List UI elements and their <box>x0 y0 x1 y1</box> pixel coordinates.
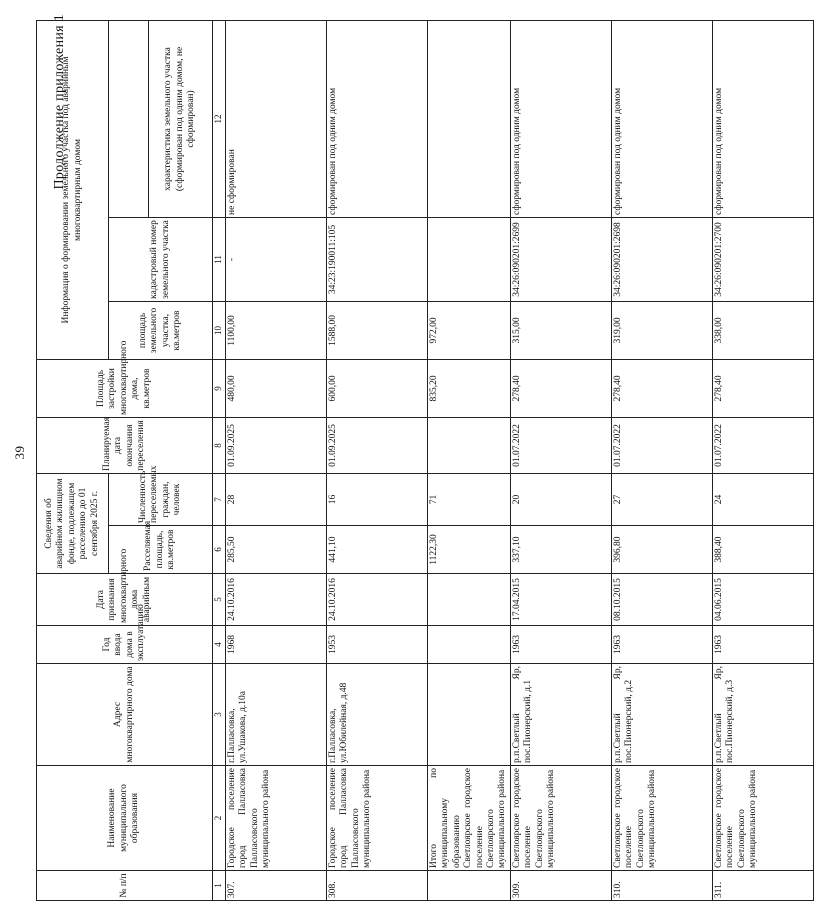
header-no: № п/п <box>37 871 213 901</box>
year-cell: 1963 <box>611 626 712 664</box>
year-cell: 1963 <box>510 626 611 664</box>
municipality-total-cell: Итого по муниципальному образованию Светлоярское городское поселение Светлоярского муниципального района <box>428 766 511 871</box>
column-number: 2 <box>213 766 226 871</box>
land-characteristic-cell: сформирован под одним домом <box>510 20 611 217</box>
cadastral-cell: 34:23:190011:105 <box>327 217 428 301</box>
address-cell <box>428 664 511 766</box>
residents-cell: 27 <box>611 473 712 525</box>
resettled-area-cell: 441,10 <box>327 526 428 574</box>
column-number: 11 <box>213 217 226 301</box>
table-row <box>712 20 813 900</box>
land-area-cell: 315,00 <box>510 301 611 359</box>
building-area-cell: 278,40 <box>611 359 712 417</box>
cadastral-cell: 34:26:090201:2699 <box>510 217 611 301</box>
resettled-area-cell: 388,40 <box>712 526 813 574</box>
column-number: 12 <box>213 20 226 217</box>
column-number: 6 <box>213 526 226 574</box>
municipality-cell: Светлоярское городское поселение Светлоярского муниципального района <box>611 766 712 871</box>
cadastral-cell: 34:26:090201:2700 <box>712 217 813 301</box>
residents-cell: 24 <box>712 473 813 525</box>
column-number: 8 <box>213 417 226 473</box>
municipality-cell: Городское поселение город Палласовка Палласовского муниципального района <box>226 766 327 871</box>
row-number <box>428 871 511 901</box>
column-number: 7 <box>213 473 226 525</box>
address-cell: г.Палласовка, ул.Ушакова, д.10а <box>226 664 327 766</box>
building-area-cell: 278,40 <box>510 359 611 417</box>
land-area-cell: 1588,00 <box>327 301 428 359</box>
header-residents: Численность переселяемых граждан, человек <box>109 473 213 525</box>
emergency-housing-table <box>36 20 814 901</box>
header-cadastral: кадастровый номер земельного участка <box>109 217 213 301</box>
residents-total-cell: 71 <box>428 473 511 525</box>
row-number: 308. <box>327 871 428 901</box>
land-area-total-cell: 972,00 <box>428 301 511 359</box>
column-number: 4 <box>213 626 226 664</box>
planned-date-cell: 01.07.2022 <box>712 417 813 473</box>
residents-cell: 16 <box>327 473 428 525</box>
address-cell: р.п.Светлый Яр, пос.Пионерский, д.3 <box>712 664 813 766</box>
header-planned-date: Планируемая дата окончания переселения <box>37 417 213 473</box>
recognition-date-cell <box>428 574 511 626</box>
table-row <box>226 20 327 900</box>
continuation-title: Продолжение приложения 1 <box>52 14 67 190</box>
header-land-characteristic: характеристика земельного участка (сформирован под одним домом, не сформирован) <box>149 20 213 217</box>
header-building-area: Площадь застройки многоквартирного дома, кв.метров <box>37 359 213 417</box>
column-number: 9 <box>213 359 226 417</box>
municipality-cell: Светлоярское городское поселение Светлоярского муниципального района <box>510 766 611 871</box>
header-group-emergency: Сведения об аварийном жилищном фонде, подлежащем расселению до 01 сентября 2025 г. <box>37 473 109 573</box>
building-area-cell: 278,40 <box>712 359 813 417</box>
total-row <box>428 20 511 900</box>
header-land-area: площадь земельного участка, кв.метров <box>109 301 213 359</box>
year-cell: 1968 <box>226 626 327 664</box>
header-municipality: Наименование муниципального образования <box>37 766 213 871</box>
table-row <box>510 20 611 900</box>
row-number: 307. <box>226 871 327 901</box>
address-cell: р.п.Светлый Яр, пос.Пионерский, д.2 <box>611 664 712 766</box>
recognition-date-cell: 08.10.2015 <box>611 574 712 626</box>
address-cell: г.Палласовка, ул.Юбилейная, д.48 <box>327 664 428 766</box>
municipality-cell: Городское поселение город Палласовка Палласовского муниципального района <box>327 766 428 871</box>
residents-cell: 20 <box>510 473 611 525</box>
header-address: Адрес многоквартирного дома <box>37 664 213 766</box>
land-characteristic-cell <box>428 20 511 217</box>
header-year: Год ввода дома в эксплуатацию <box>37 626 213 664</box>
land-area-cell: 319,00 <box>611 301 712 359</box>
resettled-area-total-cell: 1122,30 <box>428 526 511 574</box>
planned-date-cell: 01.07.2022 <box>510 417 611 473</box>
column-number: 3 <box>213 664 226 766</box>
year-cell: 1953 <box>327 626 428 664</box>
recognition-date-cell: 17.04.2015 <box>510 574 611 626</box>
header-recognition-date: Дата признания многоквартирного дома аварийным <box>37 574 213 626</box>
land-characteristic-cell: не сформирован <box>226 20 327 217</box>
table-row <box>611 20 712 900</box>
header-empty-cell <box>109 20 149 217</box>
municipality-cell: Светлоярское городское поселение Светлоярского муниципального района <box>712 766 813 871</box>
planned-date-cell: 01.07.2022 <box>611 417 712 473</box>
header-group-land: Информация о формировании земельного участка под аварийным многоквартирным домом <box>37 20 109 359</box>
planned-date-cell: 01.09.2025 <box>327 417 428 473</box>
land-characteristic-cell: сформирован под одним домом <box>327 20 428 217</box>
resettled-area-cell: 337,10 <box>510 526 611 574</box>
residents-cell: 28 <box>226 473 327 525</box>
building-area-cell: 600,00 <box>327 359 428 417</box>
resettled-area-cell: 285,50 <box>226 526 327 574</box>
recognition-date-cell: 24.10.2016 <box>226 574 327 626</box>
land-characteristic-cell: сформирован под одним домом <box>611 20 712 217</box>
planned-date-cell: 01.09.2025 <box>226 417 327 473</box>
year-cell: 1963 <box>712 626 813 664</box>
year-cell <box>428 626 511 664</box>
column-number: 1 <box>213 871 226 901</box>
row-number: 309. <box>510 871 611 901</box>
row-number: 310. <box>611 871 712 901</box>
page-number: 39 <box>12 445 27 460</box>
planned-date-cell <box>428 417 511 473</box>
column-number: 5 <box>213 574 226 626</box>
header-resettled-area: Расселяемая площадь, кв.метров <box>109 526 213 574</box>
recognition-date-cell: 24.10.2016 <box>327 574 428 626</box>
building-area-cell: 480,00 <box>226 359 327 417</box>
land-characteristic-cell: сформирован под одним домом <box>712 20 813 217</box>
recognition-date-cell: 04.06.2015 <box>712 574 813 626</box>
address-cell: р.п.Светлый Яр, пос.Пионерский, д.1 <box>510 664 611 766</box>
table-row <box>327 20 428 900</box>
cadastral-cell: 34:26:090201:2698 <box>611 217 712 301</box>
column-number: 10 <box>213 301 226 359</box>
housing-table-container <box>36 21 814 901</box>
land-area-cell: 338,00 <box>712 301 813 359</box>
resettled-area-cell: 396,80 <box>611 526 712 574</box>
row-number: 311. <box>712 871 813 901</box>
cadastral-cell: - <box>226 217 327 301</box>
land-area-cell: 1100,00 <box>226 301 327 359</box>
cadastral-cell <box>428 217 511 301</box>
building-area-total-cell: 835,20 <box>428 359 511 417</box>
column-number-row <box>213 20 226 900</box>
